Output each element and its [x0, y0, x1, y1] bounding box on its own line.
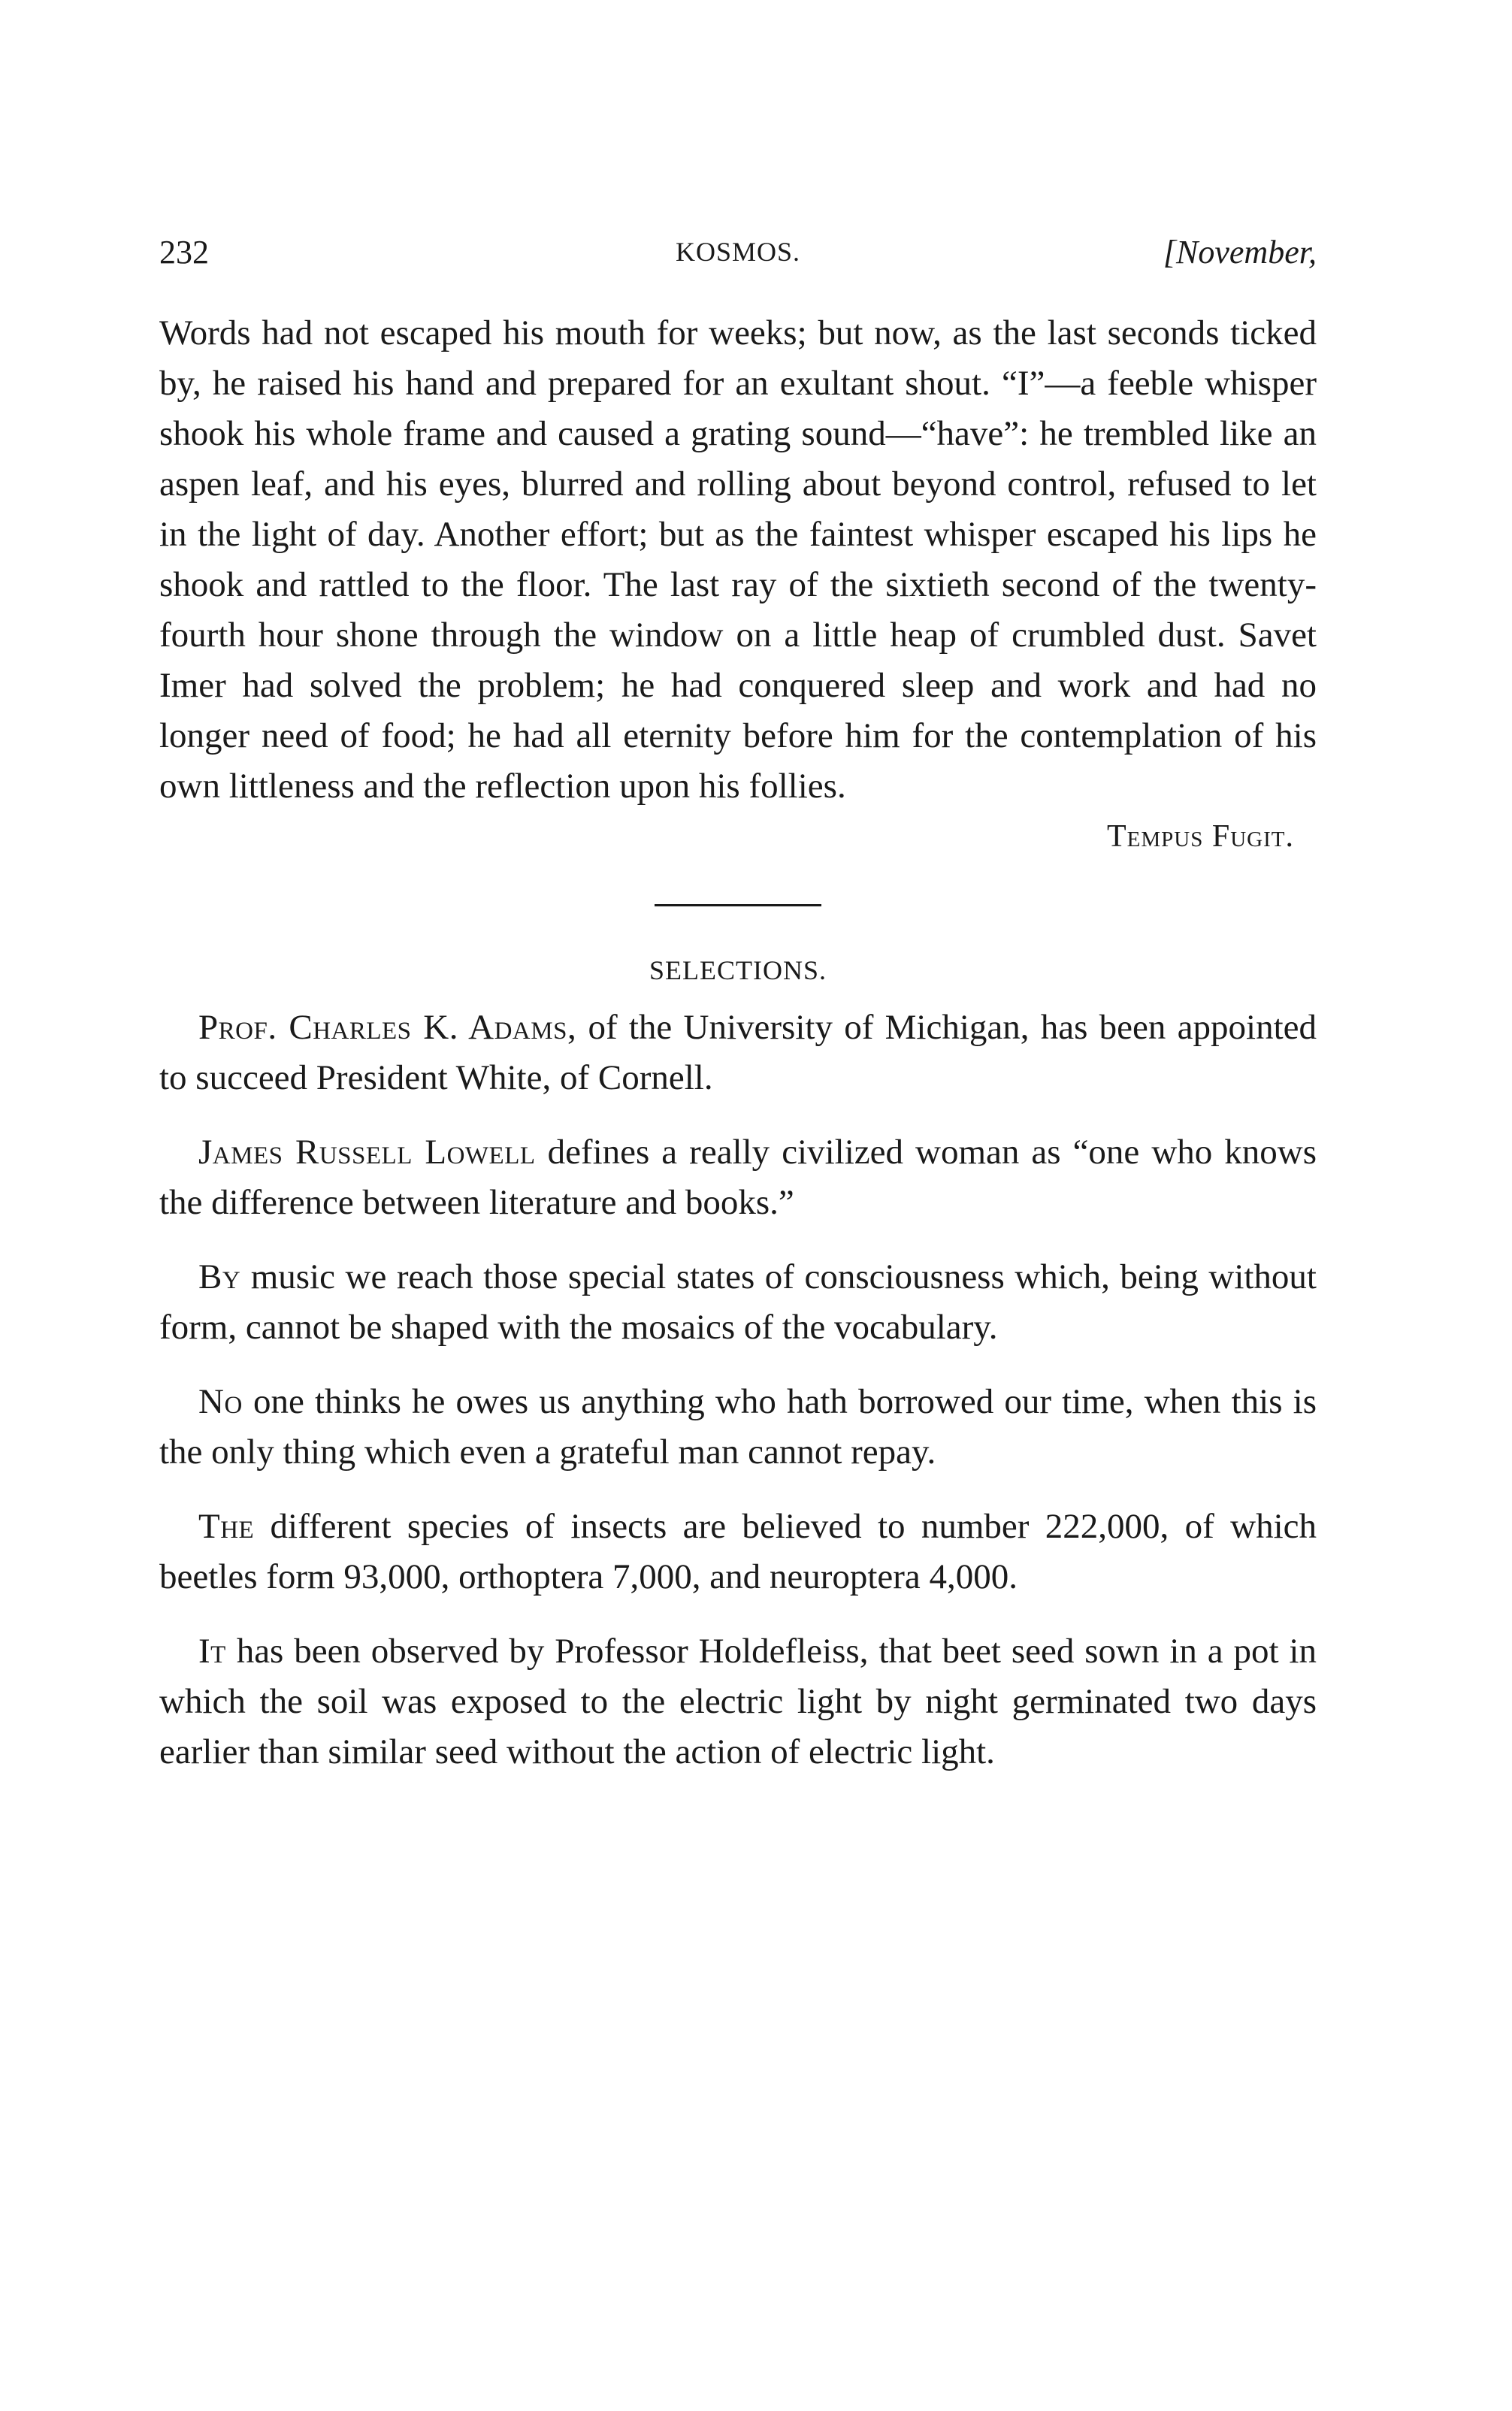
page: [159, 225, 1317, 1801]
issue-month: [November,: [1163, 234, 1317, 271]
selection-lead: The: [198, 1507, 255, 1546]
story-ending: [159, 308, 1317, 812]
selection-text: one thinks he owes us anything who hath borrowed our time, when this is the only thing which even a grateful man cannot repay.: [159, 1382, 1317, 1472]
selection-item: [159, 1377, 1317, 1478]
section-divider: [655, 904, 821, 906]
running-head: [159, 225, 1317, 278]
selection-text: of the University of Michigan, has been appointed to succeed President White, of Cornell.: [159, 1008, 1317, 1097]
selection-item: [159, 1252, 1317, 1353]
selection-item: [159, 1626, 1317, 1777]
selection-lead: James Russell Lowell: [198, 1133, 536, 1172]
page-number: 232: [159, 234, 209, 271]
story-paragraph: Words had not escaped his mouth for weeks; but now, as the last seconds ticked by, he raised his hand and prepared for an exultant shout. “I”—a feeble whisper shook his whole frame and caused a grating sound—“have”: he trembled like an aspen leaf, and his eyes, blurred and rolling about beyond control, refused to let in the light of day. Another effort; but as the faintest whisper escaped his lips he shook and rattled to the floor. The last ray of the sixtieth second of the twenty-fourth hour shone through the window on a little heap of crumbled dust. Savet Imer had solved the problem; he had conquered sleep and work and had no longer need of food; he had all eternity before him for the contemplation of his own littleness and the reflection upon his follies.: [159, 313, 1317, 806]
selection-text: music we reach those special states of consciousness which, being without form, cannot be shaped with the mosaics of the vocabulary.: [159, 1257, 1317, 1347]
selections-list: [159, 1003, 1317, 1777]
selections-heading: SELECTIONS.: [649, 955, 827, 985]
selection-text: defines a really civilized woman as “one who knows the difference between literature and books.”: [159, 1133, 1317, 1222]
selection-lead: By: [198, 1257, 241, 1296]
selection-lead: No: [198, 1382, 243, 1421]
selection-item: [159, 1502, 1317, 1602]
journal-title: KOSMOS.: [675, 237, 801, 267]
selection-item: [159, 1127, 1317, 1228]
selection-lead: Prof. Charles K. Adams,: [198, 1008, 577, 1047]
selection-text: has been observed by Professor Holdefleiss, that beet seed sown in a pot in which the soil was exposed to the electric light by night germinated two days earlier than similar seed without the action of electric light.: [159, 1632, 1317, 1771]
selection-text: different species of insects are believed to number 222,000, of which beetles form 93,000, orthoptera 7,000, and neuroptera 4,000.: [159, 1507, 1317, 1596]
selection-lead: It: [198, 1632, 226, 1671]
selection-item: [159, 1003, 1317, 1103]
author-signature: Tempus Fugit.: [1107, 819, 1294, 854]
